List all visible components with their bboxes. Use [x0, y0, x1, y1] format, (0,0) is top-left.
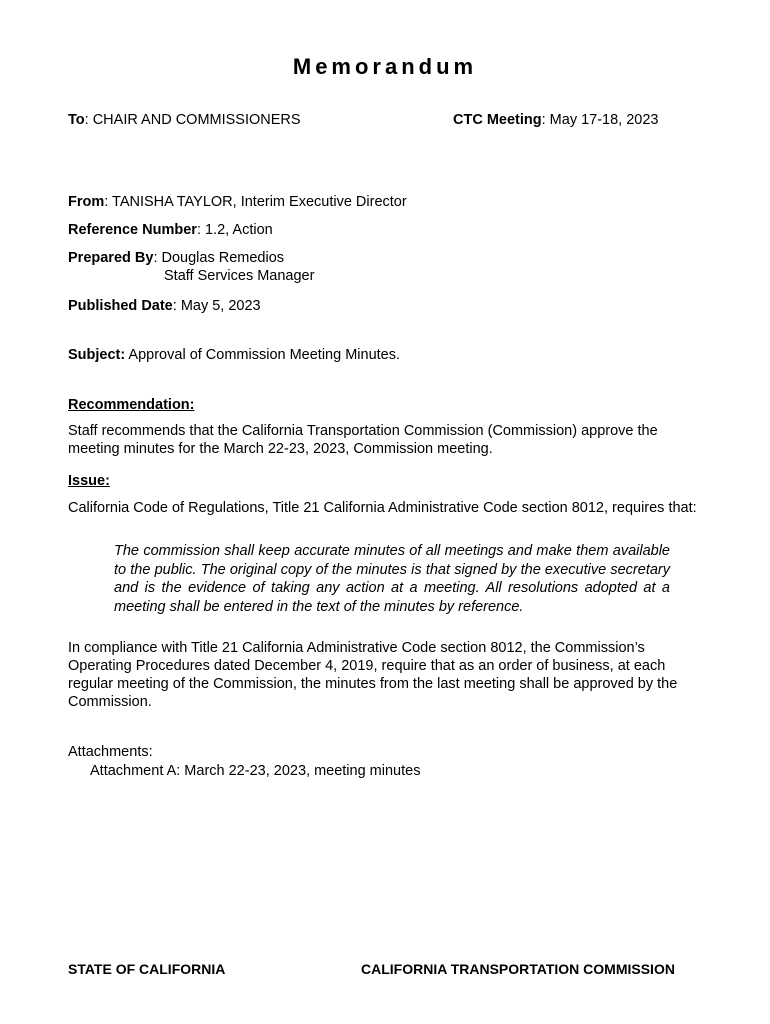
subject-value: Approval of Commission Meeting Minutes. [125, 347, 401, 363]
to-value: CHAIR AND COMMISSIONERS [92, 112, 301, 128]
subject-label: Subject: [68, 347, 126, 363]
recommendation-text: Staff recommends that the California Transportation Commission (Commission) approve the meeting minutes for the March 22-23, 2023, Commission meeting. [68, 423, 658, 457]
reference-line: Reference Number: 1.2, Action [68, 222, 273, 238]
prepared-by-line: Prepared By: Douglas Remedios [68, 250, 285, 266]
issue-intro: California Code of Regulations, Title 21 California Administrative Code section 8012, requires that: [68, 500, 697, 516]
published-line: Published Date: May 5, 2023 [68, 298, 261, 314]
ctc-meeting-line: CTC Meeting: May 17-18, 2023 [453, 112, 659, 128]
prepared-by-name: Douglas Remedios [161, 250, 285, 266]
published-label: Published Date [68, 298, 173, 314]
to-label: To [68, 112, 85, 128]
reference-label: Reference Number [68, 222, 197, 238]
footer-commission: CALIFORNIA TRANSPORTATION COMMISSION [361, 961, 675, 977]
prepared-by-label: Prepared By [68, 250, 154, 266]
from-value: TANISHA TAYLOR, Interim Executive Director [112, 194, 407, 210]
memo-title: Memorandum [292, 54, 478, 79]
from-label: From [68, 194, 105, 210]
compliance-text: In compliance with Title 21 California Administrative Code section 8012, the Commission’s Operating Procedures dated December 4, 2019, require that as an order of business, at each regular meeting of the Commission, the minutes from the last meeting shall be approved by the Commission. [68, 640, 678, 710]
ctc-meeting-label: CTC Meeting [453, 112, 542, 128]
to-line: To: CHAIR AND COMMISSIONERS [68, 112, 301, 128]
subject-line [68, 347, 400, 363]
recommendation-heading: Recommendation: [68, 397, 195, 413]
published-value: May 5, 2023 [180, 298, 261, 314]
from-line: From: TANISHA TAYLOR, Interim Executive Director [68, 194, 407, 210]
attachments-label: Attachments: [68, 744, 153, 760]
ctc-meeting-value: May 17-18, 2023 [549, 112, 659, 128]
issue-heading: Issue: [68, 473, 110, 489]
prepared-by-title: Staff Services Manager [164, 268, 315, 284]
footer-state: STATE OF CALIFORNIA [68, 961, 226, 977]
reference-value: 1.2, Action [205, 222, 273, 238]
attachment-item: Attachment A: March 22-23, 2023, meeting minutes [90, 763, 421, 779]
regulation-quote: The commission shall keep accurate minutes of all meetings and make them available to the public. The original copy of the minutes is that signed by the executive secretary and is the evidence of taking any action at a meeting. All resolutions adopted at a meeting shall be entered in the text of the minutes by reference. [114, 543, 670, 615]
